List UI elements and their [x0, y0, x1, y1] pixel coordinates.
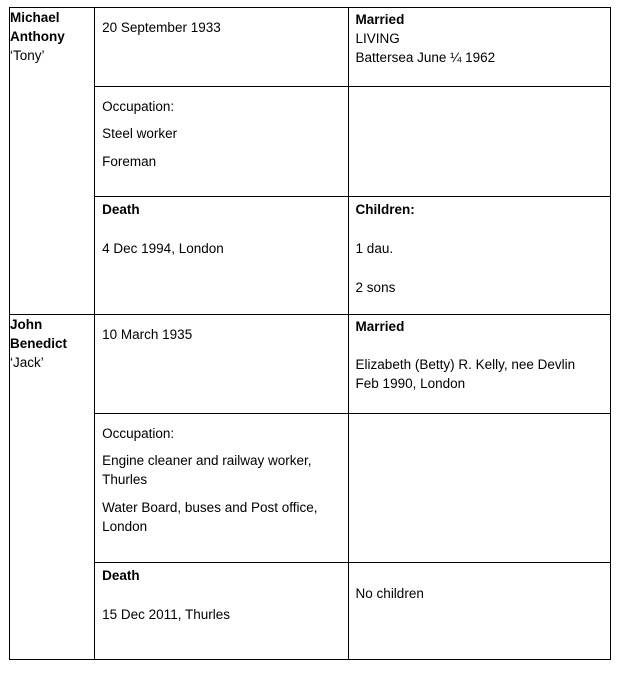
children-item: 2 sons: [355, 280, 396, 295]
death-cell: [95, 563, 348, 660]
person-name-cell: [10, 315, 95, 660]
birth-cell: [95, 8, 348, 87]
married-label: Married: [355, 12, 405, 27]
death-label: Death: [102, 568, 140, 583]
occupation-cell: [95, 414, 348, 563]
table-row: [10, 563, 611, 660]
table-row: [10, 87, 611, 197]
death-label: Death: [102, 202, 140, 217]
empty-cell: [348, 87, 610, 197]
person-middle-name: Benedict: [10, 336, 68, 351]
married-spouse: Elizabeth (Betty) R. Kelly, nee Devlin: [355, 357, 576, 372]
marriage-cell: [348, 315, 610, 414]
children-label: Children:: [355, 202, 415, 217]
occupation-item: Water Board, buses and Post office, London: [102, 500, 318, 534]
person-first-name: Michael: [10, 10, 60, 25]
death-value: 4 Dec 1994, London: [102, 241, 224, 256]
occupation-cell: [95, 87, 348, 197]
person-name-cell: [10, 8, 95, 315]
occupation-item: Steel worker: [102, 126, 178, 141]
occupation-item: Foreman: [102, 154, 157, 169]
married-status: LIVING: [355, 31, 400, 46]
table-row: [10, 197, 611, 315]
death-cell: [95, 197, 348, 315]
genealogy-table: [9, 7, 611, 660]
children-item: 1 dau.: [355, 241, 394, 256]
table-row: [10, 315, 611, 414]
married-detail: Feb 1990, London: [355, 376, 466, 391]
person-nickname: ‘Tony’: [10, 48, 45, 63]
married-detail: Battersea June ¼ 1962: [355, 50, 496, 65]
occupation-label: Occupation:: [102, 426, 175, 441]
table-row: [10, 414, 611, 563]
person-middle-name: Anthony: [10, 29, 65, 44]
empty-cell: [348, 414, 610, 563]
table-row: [10, 8, 611, 87]
occupation-item: Engine cleaner and railway worker, Thurles: [102, 453, 312, 487]
marriage-cell: [348, 8, 610, 87]
occupation-label: Occupation:: [102, 99, 175, 114]
person-nickname: ‘Jack’: [10, 355, 44, 370]
no-children-text: No children: [355, 586, 424, 601]
children-cell: [348, 197, 610, 315]
children-cell: [348, 563, 610, 660]
person-first-name: John: [10, 317, 43, 332]
birth-date: 20 September 1933: [102, 20, 221, 35]
married-label: Married: [355, 319, 405, 334]
birth-cell: [95, 315, 348, 414]
death-value: 15 Dec 2011, Thurles: [102, 607, 230, 622]
birth-date: 10 March 1935: [102, 327, 193, 342]
